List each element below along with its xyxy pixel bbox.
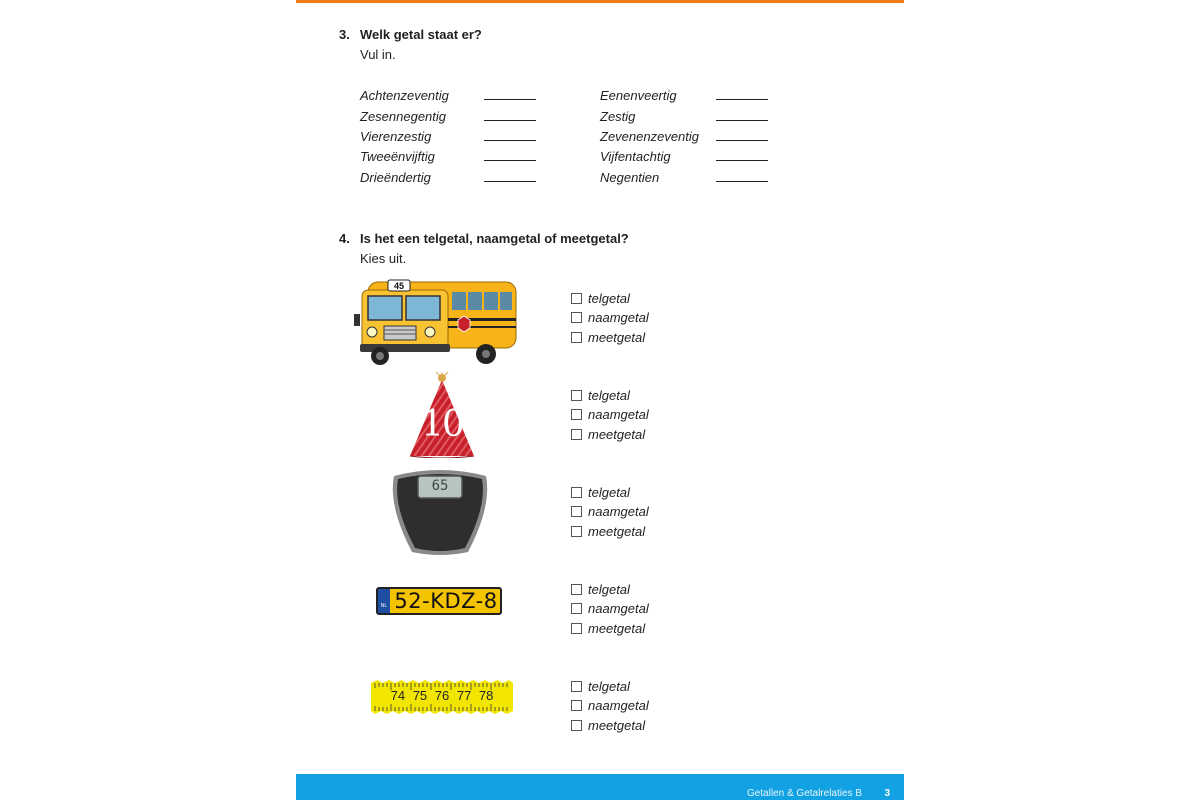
q3-word: Achtenzeventig (360, 88, 449, 103)
footer-book-title: Getallen & Getalrelaties B (746, 788, 862, 799)
q3-word: Drieëndertig (360, 170, 431, 185)
q3-title: Welk getal staat er? (360, 27, 482, 42)
checkbox[interactable] (571, 526, 582, 537)
license-plate-illustration (376, 587, 502, 615)
eu-band (378, 589, 390, 613)
q3-answer-blank[interactable] (484, 140, 536, 141)
q3-number: 3. (339, 27, 350, 42)
q3-word: Vijfentachtig (600, 149, 671, 164)
option-telgetal[interactable]: telgetal (571, 386, 630, 404)
q3-answer-blank[interactable] (484, 160, 536, 161)
checkbox[interactable] (571, 700, 582, 711)
checkbox[interactable] (571, 332, 582, 343)
q3-word: Vierenzestig (360, 129, 432, 144)
scale-display-label: 65 (431, 478, 449, 494)
option-meetgetal[interactable]: meetgetal (571, 425, 645, 443)
option-meetgetal[interactable]: meetgetal (571, 716, 645, 734)
checkbox[interactable] (571, 487, 582, 498)
q3-word: Tweeënvijftig (360, 149, 435, 164)
option-meetgetal[interactable]: meetgetal (571, 328, 645, 346)
checkbox[interactable] (571, 623, 582, 634)
checkbox[interactable] (571, 293, 582, 304)
option-telgetal[interactable]: telgetal (571, 580, 630, 598)
q3-answer-blank[interactable] (716, 160, 768, 161)
q3-answer-blank[interactable] (716, 99, 768, 100)
checkbox[interactable] (571, 603, 582, 614)
option-naamgetal[interactable]: naamgetal (571, 405, 649, 423)
q3-word: Eenenveertig (600, 88, 677, 103)
country-code: NL (380, 603, 388, 609)
checkbox[interactable] (571, 506, 582, 517)
option-telgetal[interactable]: telgetal (571, 483, 630, 501)
q3-answer-blank[interactable] (484, 120, 536, 121)
q4-number: 4. (339, 231, 350, 246)
option-meetgetal[interactable]: meetgetal (571, 619, 645, 637)
q4-instruction: Kies uit. (360, 251, 407, 266)
worksheet-page (296, 0, 904, 800)
q3-answer-blank[interactable] (716, 181, 768, 182)
checkbox[interactable] (571, 429, 582, 440)
checkbox[interactable] (571, 584, 582, 595)
top-accent-bar (296, 0, 904, 3)
checkbox[interactable] (571, 409, 582, 420)
bus-number-label: 45 (393, 281, 404, 291)
q3-word: Zevenenzeventig (600, 129, 700, 144)
page-footer (296, 774, 904, 800)
option-naamgetal[interactable]: naamgetal (571, 308, 649, 326)
q3-answer-blank[interactable] (484, 181, 536, 182)
school-bus-illustration (354, 274, 518, 366)
option-telgetal[interactable]: telgetal (571, 677, 630, 695)
q4-title: Is het een telgetal, naamgetal of meetgetal? (360, 231, 629, 246)
q3-instruction: Vul in. (360, 47, 396, 62)
tape-numbers-label: 74 75 76 77 78 (390, 688, 494, 703)
checkbox[interactable] (571, 681, 582, 692)
option-naamgetal[interactable]: naamgetal (571, 502, 649, 520)
plate-text: 52-KDZ-8 (394, 589, 498, 613)
q3-word: Zestig (600, 109, 636, 124)
q3-word: Zesennegentig (360, 109, 447, 124)
hat-number-label: 10 (421, 404, 463, 445)
option-meetgetal[interactable]: meetgetal (571, 522, 645, 540)
checkbox[interactable] (571, 720, 582, 731)
option-naamgetal[interactable]: naamgetal (571, 599, 649, 617)
q3-word: Negentien (600, 170, 660, 185)
option-naamgetal[interactable]: naamgetal (571, 696, 649, 714)
checkbox[interactable] (571, 312, 582, 323)
q3-answer-blank[interactable] (484, 99, 536, 100)
footer-page-number: 3 (884, 788, 890, 799)
q3-answer-blank[interactable] (716, 120, 768, 121)
option-telgetal[interactable]: telgetal (571, 289, 630, 307)
checkbox[interactable] (571, 390, 582, 401)
q3-answer-blank[interactable] (716, 140, 768, 141)
